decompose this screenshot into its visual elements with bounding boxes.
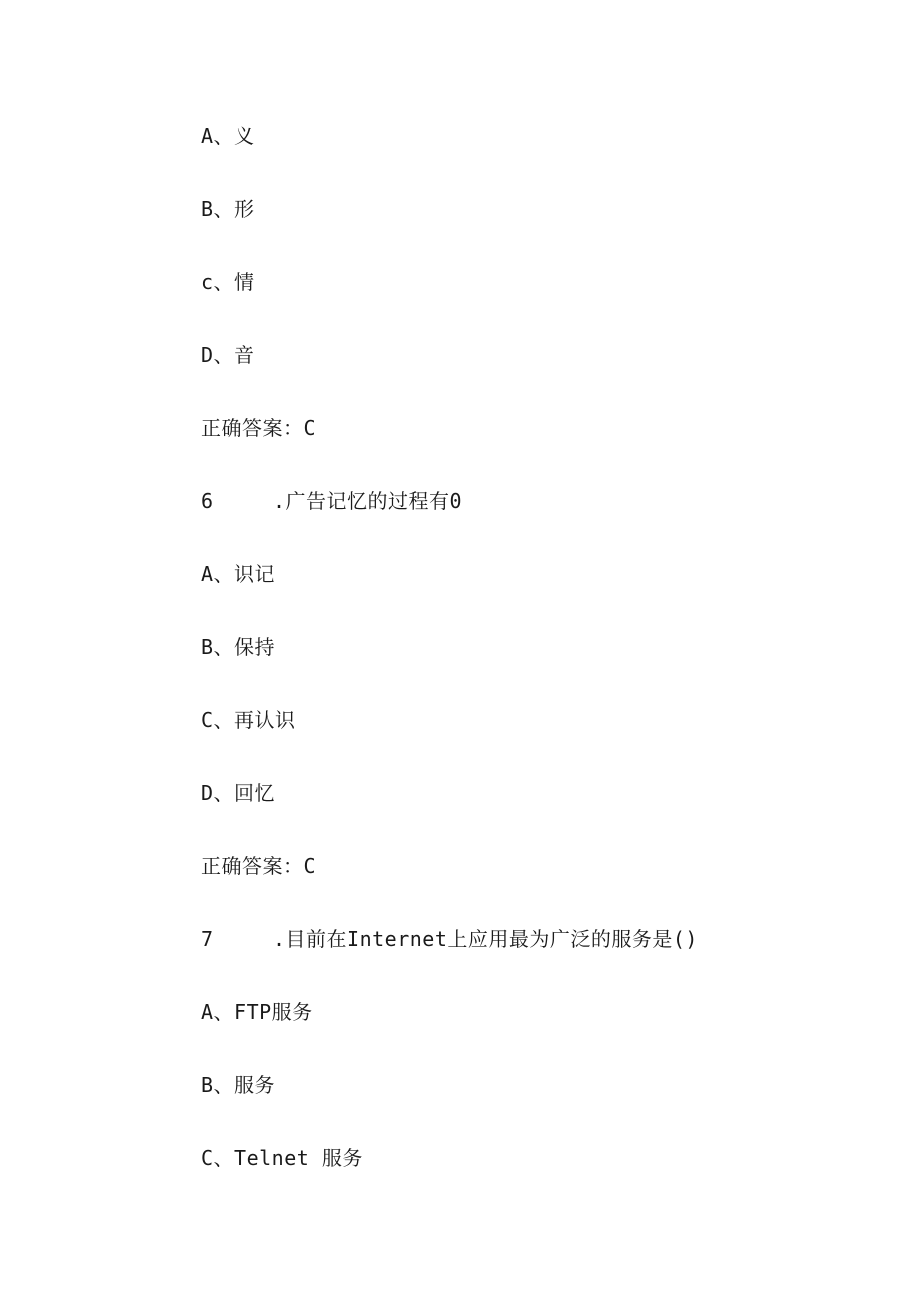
q6-answer: 正确答案：C (201, 854, 317, 878)
q5-option-b: B、形 (201, 197, 255, 221)
q7-option-a: A、FTP服务 (201, 1000, 313, 1024)
q6-text: .广告记忆的过程有0 (273, 489, 463, 513)
q7-text: .目前在Internet上应用最为广泛的服务是() (273, 927, 698, 951)
q6-option-b: B、保持 (201, 635, 276, 659)
q6-question (201, 489, 462, 513)
q5-option-a: A、义 (201, 124, 255, 148)
q6-number: 6 (201, 489, 214, 513)
q5-option-d: D、音 (201, 343, 255, 367)
q6-option-d: D、回忆 (201, 781, 276, 805)
q5-option-c: c、情 (201, 270, 255, 294)
q7-number: 7 (201, 927, 214, 951)
q6-option-c: C、再认识 (201, 708, 296, 732)
q7-question (201, 927, 698, 951)
q6-option-a: A、识记 (201, 562, 276, 586)
q5-answer: 正确答案：C (201, 416, 317, 440)
q7-option-b: B、服务 (201, 1073, 276, 1097)
q7-option-c: C、Telnet 服务 (201, 1146, 363, 1170)
